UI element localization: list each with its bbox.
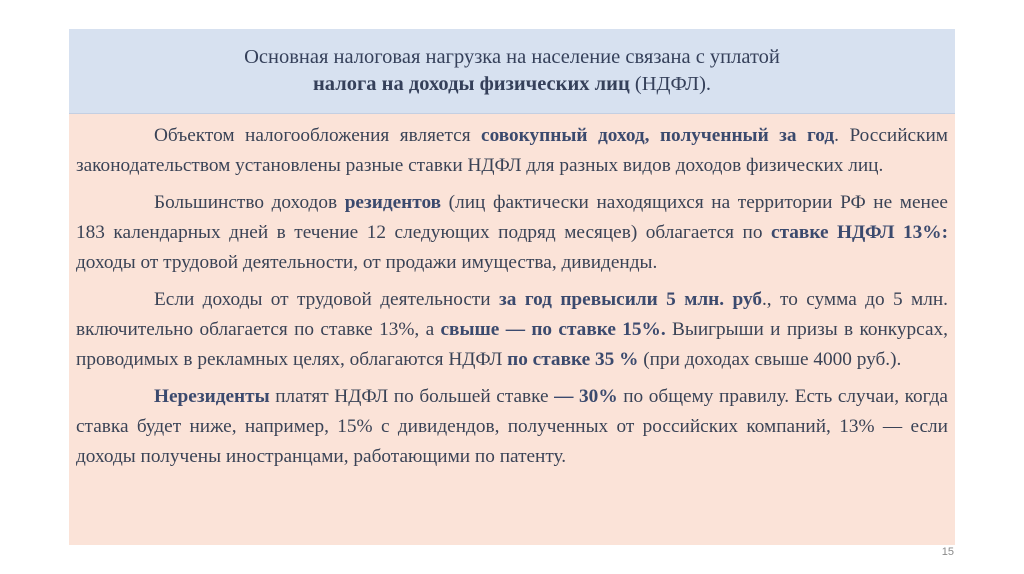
paragraph-taxable-object — [76, 121, 948, 181]
text-segment-bold: ставке НДФЛ 13%: — [771, 222, 948, 243]
text-segment: Выигрыши и призы в конкурсах, проводимых в рекламных целях, облагаются НДФЛ — [76, 319, 948, 370]
text-segment-bold: совокупный доход, полученный за год — [481, 125, 835, 146]
title-box — [69, 29, 955, 114]
title-line-1: Основная налоговая нагрузка на население связана с уплатой — [244, 46, 780, 68]
text-segment: Большинство доходов — [154, 192, 345, 213]
title-line-2 — [313, 71, 711, 98]
content-box — [69, 114, 955, 545]
title-line-2-bold: налога на доходы физических лиц — [312, 73, 630, 95]
text-segment-bold: по ставке 35 % — [507, 349, 639, 370]
text-segment: доходы от трудовой деятельности, от продажи имущества, дивиденды. — [76, 252, 658, 273]
text-segment: Если доходы от трудовой деятельности — [154, 289, 500, 310]
text-segment: платят НДФЛ по большей ставке — [269, 386, 555, 407]
page-number: 15 — [941, 546, 954, 558]
paragraph-residents — [76, 188, 948, 278]
text-segment: Объектом налогообложения является — [154, 125, 482, 146]
text-segment-bold: — 30% — [554, 386, 618, 407]
text-segment-bold: резидентов — [344, 192, 442, 213]
text-segment: (лиц фактически находящихся на территории РФ не менее 183 календарных дней в течение 12 следующих подряд месяцев) облагается по — [76, 192, 948, 243]
text-segment-bold: Нерезиденты — [154, 386, 270, 407]
text-segment-bold: свыше — по ставке 15%. — [440, 319, 666, 340]
title-line-2-rest: (НДФЛ). — [629, 73, 712, 95]
text-segment-bold: за год превысили 5 млн. руб — [499, 289, 762, 310]
paragraph-progressive-rate — [76, 285, 948, 375]
text-segment: по общему правилу. Есть случаи, когда ставка будет ниже, например, 15% с дивидендов, полученных от российских компаний, 13% — если доходы получены иностранцами, работающими по патенту. — [76, 386, 948, 467]
text-segment: ., то сумма до 5 млн. включительно облагается по ставке 13%, а — [76, 289, 948, 340]
paragraph-non-residents — [76, 382, 948, 472]
text-segment: (при доходах свыше 4000 руб.). — [638, 349, 902, 370]
text-segment: . Российским законодательством установлены разные ставки НДФЛ для разных видов доходов физических лиц. — [76, 125, 949, 176]
